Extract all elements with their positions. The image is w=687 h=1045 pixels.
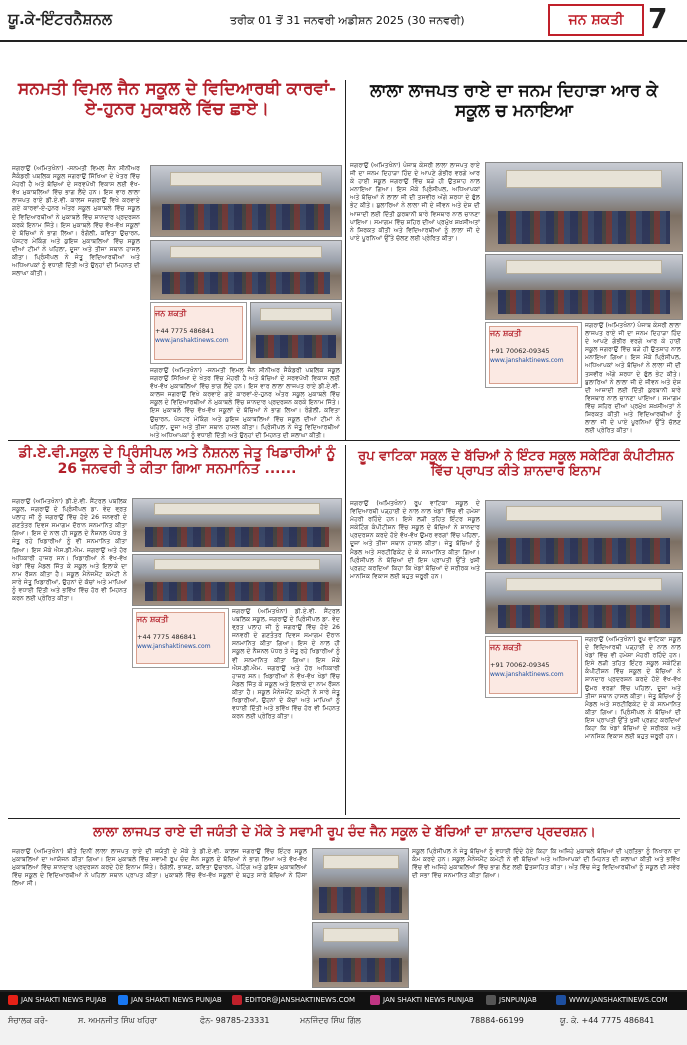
ad-website: www.janshaktinews.com bbox=[137, 643, 211, 650]
ad-logo: ਜਨ ਸ਼ਕਤੀ bbox=[490, 643, 522, 652]
article-1-photo bbox=[150, 165, 342, 237]
article-5-headline: ਲਾਲਾ ਲਾਜਪਤ ਰਾਏ ਦੀ ਜਯੰਤੀ ਦੇ ਮੌਕੇ ਤੇ ਸਵਾਮੀ ਰੂਪ ਚੰਦ ਜੈਨ ਸਕੂਲ ਦੇ ਬੱਚਿਆਂ ਦਾ ਸ਼ਾਨਦਾਰ ਪ੍ਰਦਰਸ਼ਨ। bbox=[93, 825, 596, 840]
article-2-photo bbox=[485, 162, 683, 252]
footer-link-x[interactable]: JSNPUNJAB bbox=[486, 995, 537, 1005]
page-number: 7 bbox=[648, 2, 668, 35]
x-icon bbox=[486, 995, 496, 1005]
site-name: ਯੂ.ਕੇ-ਇੰਟਰਨੈਸ਼ਨਲ bbox=[8, 10, 112, 28]
footer-phone: 78884-66199 bbox=[470, 1016, 524, 1025]
article-3-photo bbox=[132, 554, 342, 606]
article-2-headline: ਲਾਲਾ ਲਾਜਪਤ ਰਾਏ ਦਾ ਜਨਮ ਦਿਹਾੜਾ ਆਰ ਕੇ ਸਕੂਲ ਚ ਮਨਾਇਆ bbox=[370, 81, 658, 121]
article-4-photo bbox=[485, 572, 683, 634]
divider bbox=[345, 445, 346, 815]
ad-website: www.janshaktinews.com bbox=[155, 337, 229, 344]
ad-logo: ਜਨ ਸ਼ਕਤੀ bbox=[490, 329, 522, 338]
article-1-photo bbox=[150, 240, 342, 300]
ad-website: www.janshaktinews.com bbox=[490, 357, 564, 364]
ad-box bbox=[485, 322, 582, 388]
article-2-photo bbox=[485, 254, 683, 320]
ad-phone: +44 7775 486841 bbox=[155, 327, 215, 335]
article-1-body-continued: ਜਗਰਾਉਂ (ਅਮਿਤਖੰਨਾ) -ਸਨਮਤੀ ਵਿਮਲ ਜੈਨ ਸੀਨੀਅਰ ਸੈਕੰਡਰੀ ਪਬਲਿਕ ਸਕੂਲ ਜਗਰਾਉਂ ਸਿੱਖਿਆ ਦੇ ਖੇਤਰ ਵਿੱਚ ਮੋਹਰੀ ਹੈ ਅਤੇ ਬੱਚਿਆਂ ਦੇ ਸਰਵਪੱਖੀ ਵਿਕਾਸ ਲਈ ਵੱਖ-ਵੱਖ ਮੁਕਾਬਲਿਆਂ ਵਿੱਚ ਭਾਗ ਲੈਂਦੇ ਹਨ। ਇਸ ਵਾਰ ਲਾਲਾ ਲਾਜਪਤ ਰਾਏ ਡੀ.ਏ.ਵੀ. ਕਾਲਜ ਜਗਰਾਉਂ ਵਿਖੇ ਕਰਵਾਏ ਗਏ ਕਾਰਵਾਂ-ਏ-ਹੁਨਰ ਅੰਤਰ ਸਕੂਲ ਮੁਕਾਬਲੇ ਵਿੱਚ ਸਕੂਲ ਦੇ ਵਿਦਿਆਰਥੀਆਂ ਨੇ ਮੁਕਾਬਲੇ ਵਿੱਚ ਸ਼ਾਨਦਾਰ ਪ੍ਰਦਰਸ਼ਨ ਕਰਕੇ ਇਨਾਮ ਜਿੱਤੇ। ਇਸ ਮੁਕਾਬਲੇ ਵਿੱਚ ਵੱਖ-ਵੱਖ ਸਕੂਲਾਂ ਦੇ ਬੱਚਿਆਂ ਨੇ ਭਾਗ ਲਿਆ। ਰੰਗੋਲੀ, ਕਵਿਤਾ ਉਚਾਰਨ, ਪੋਸਟਰ ਮੇਕਿੰਗ ਅਤੇ ਕੁਇਜ਼ ਮੁਕਾਬਲਿਆਂ ਵਿੱਚ ਸਕੂਲ ਦੀਆਂ ਟੀਮਾਂ ਨੇ ਪਹਿਲਾ, ਦੂਜਾ ਅਤੇ ਤੀਜਾ ਸਥਾਨ ਹਾਸਲ ਕੀਤਾ। ਪ੍ਰਿੰਸੀਪਲ ਨੇ ਜੇਤੂ ਵਿਦਿਆਰਥੀਆਂ ਅਤੇ ਅਧਿਆਪਕਾਂ ਨੂੰ ਵਧਾਈ ਦਿੱਤੀ ਅਤੇ ਉਨ੍ਹਾਂ ਦੀ ਮਿਹਨਤ ਦੀ ਸ਼ਲਾਘਾ ਕੀਤੀ। bbox=[150, 367, 340, 439]
footer-link-email[interactable]: EDITOR@JANSHAKTINEWS.COM bbox=[232, 995, 355, 1005]
footer-social-bar bbox=[0, 992, 687, 1010]
article-1-body: ਜਗਰਾਉਂ (ਅਮਿਤਖੰਨਾ) -ਸਨਮਤੀ ਵਿਮਲ ਜੈਨ ਸੀਨੀਅਰ ਸੈਕੰਡਰੀ ਪਬਲਿਕ ਸਕੂਲ ਜਗਰਾਉਂ ਸਿੱਖਿਆ ਦੇ ਖੇਤਰ ਵਿੱਚ ਮੋਹਰੀ ਹੈ ਅਤੇ ਬੱਚਿਆਂ ਦੇ ਸਰਵਪੱਖੀ ਵਿਕਾਸ ਲਈ ਵੱਖ-ਵੱਖ ਮੁਕਾਬਲਿਆਂ ਵਿੱਚ ਭਾਗ ਲੈਂਦੇ ਹਨ। ਇਸ ਵਾਰ ਲਾਲਾ ਲਾਜਪਤ ਰਾਏ ਡੀ.ਏ.ਵੀ. ਕਾਲਜ ਜਗਰਾਉਂ ਵਿਖੇ ਕਰਵਾਏ ਗਏ ਕਾਰਵਾਂ-ਏ-ਹੁਨਰ ਅੰਤਰ ਸਕੂਲ ਮੁਕਾਬਲੇ ਵਿੱਚ ਸਕੂਲ ਦੇ ਵਿਦਿਆਰਥੀਆਂ ਨੇ ਮੁਕਾਬਲੇ ਵਿੱਚ ਸ਼ਾਨਦਾਰ ਪ੍ਰਦਰਸ਼ਨ ਕਰਕੇ ਇਨਾਮ ਜਿੱਤੇ। ਇਸ ਮੁਕਾਬਲੇ ਵਿੱਚ ਵੱਖ-ਵੱਖ ਸਕੂਲਾਂ ਦੇ ਬੱਚਿਆਂ ਨੇ ਭਾਗ ਲਿਆ। ਰੰਗੋਲੀ, ਕਵਿਤਾ ਉਚਾਰਨ, ਪੋਸਟਰ ਮੇਕਿੰਗ ਅਤੇ ਕੁਇਜ਼ ਮੁਕਾਬਲਿਆਂ ਵਿੱਚ ਸਕੂਲ ਦੀਆਂ ਟੀਮਾਂ ਨੇ ਪਹਿਲਾ, ਦੂਜਾ ਅਤੇ ਤੀਜਾ ਸਥਾਨ ਹਾਸਲ ਕੀਤਾ। ਪ੍ਰਿੰਸੀਪਲ ਨੇ ਜੇਤੂ ਵਿਦਿਆਰਥੀਆਂ ਅਤੇ ਅਧਿਆਪਕਾਂ ਨੂੰ ਵਧਾਈ ਦਿੱਤੀ ਅਤੇ ਉਨ੍ਹਾਂ ਦੀ ਮਿਹਨਤ ਦੀ ਸ਼ਲਾਘਾ ਕੀਤੀ। bbox=[12, 165, 140, 278]
article-1-headline: ਸਨਮਤੀ ਵਿਮਲ ਜੈਨ ਸਕੂਲ ਦੇ ਵਿਦਿਆਰਥੀ ਕਾਰਵਾਂ-ਏ-ਹੁਨਰ ਮੁਕਾਬਲੇ ਵਿੱਚ ਛਾਏ। bbox=[17, 79, 337, 119]
footer-staff: ਮਨਜਿੰਦਰ ਸਿੰਘ ਗਿੱਲ bbox=[300, 1016, 361, 1025]
article-4-body: ਜਗਰਾਉਂ (ਅਮਿਤਖੰਨਾ) ਰੂਪ ਵਾਟਿਕਾ ਸਕੂਲ ਦੇ ਵਿਦਿਆਰਥੀ ਪੜ੍ਹਾਈ ਦੇ ਨਾਲ ਨਾਲ ਖੇਡਾਂ ਵਿੱਚ ਵੀ ਹਮੇਸ਼ਾ ਮੋਹਰੀ ਰਹਿੰਦੇ ਹਨ। ਇਸੇ ਲੜੀ ਤਹਿਤ ਇੰਟਰ ਸਕੂਲ ਸਕੇਟਿੰਗ ਕੰਪੀਟੀਸ਼ਨ ਵਿੱਚ ਸਕੂਲ ਦੇ ਬੱਚਿਆਂ ਨੇ ਸ਼ਾਨਦਾਰ ਪ੍ਰਦਰਸ਼ਨ ਕਰਦੇ ਹੋਏ ਵੱਖ-ਵੱਖ ਉਮਰ ਵਰਗਾਂ ਵਿੱਚ ਪਹਿਲਾ, ਦੂਜਾ ਅਤੇ ਤੀਜਾ ਸਥਾਨ ਹਾਸਲ ਕੀਤਾ। ਜੇਤੂ ਬੱਚਿਆਂ ਨੂੰ ਮੈਡਲ ਅਤੇ ਸਰਟੀਫਿਕੇਟ ਦੇ ਕੇ ਸਨਮਾਨਿਤ ਕੀਤਾ ਗਿਆ। ਪ੍ਰਿੰਸੀਪਲ ਨੇ ਬੱਚਿਆਂ ਦੀ ਇਸ ਪ੍ਰਾਪਤੀ ਉੱਤੇ ਖੁਸ਼ੀ ਪ੍ਰਗਟ ਕਰਦਿਆਂ ਕਿਹਾ ਕਿ ਖੇਡਾਂ ਬੱਚਿਆਂ ਦੇ ਸਰੀਰਕ ਅਤੇ ਮਾਨਸਿਕ ਵਿਕਾਸ ਲਈ ਬਹੁਤ ਜ਼ਰੂਰੀ ਹਨ। bbox=[350, 500, 480, 580]
article-5-photo bbox=[312, 848, 409, 920]
footer-staff: ਸ. ਅਮਨਜੀਤ ਸਿੰਘ ਖਹਿਰਾ bbox=[78, 1016, 158, 1025]
footer-link-instagram[interactable]: JAN SHAKTI NEWS PUNJAB bbox=[370, 995, 474, 1005]
article-3-headline: ਡੀ.ਏ.ਵੀ.ਸਕੂਲ ਦੇ ਪ੍ਰਿੰਸੀਪਲ ਅਤੇ ਨੈਸ਼ਨਲ ਜੇਤੂ ਖਿਡਾਰੀਆਂ ਨੂੰ 26 ਜਨਵਰੀ ਤੇ ਕੀਤਾ ਗਿਆ ਸਨਮਾਨਿਤ ...... bbox=[18, 445, 336, 478]
article-3-body: ਜਗਰਾਉਂ (ਅਮਿਤਖੰਨਾ) ਡੀ.ਏ.ਵੀ. ਸੈਂਟਰਲ ਪਬਲਿਕ ਸਕੂਲ, ਜਗਰਾਉਂ ਦੇ ਪ੍ਰਿੰਸੀਪਲ ਡਾ. ਵੇਦ ਵ੍ਰਤ ਪਲਾਹ ਜੀ ਨੂੰ ਜਗਰਾਉਂ ਵਿੱਚ ਹੋਏ 26 ਜਨਵਰੀ ਦੇ ਗਣਤੰਤਰ ਦਿਵਸ ਸਮਾਗਮ ਦੌਰਾਨ ਸਨਮਾਨਿਤ ਕੀਤਾ ਗਿਆ। ਇਸ ਦੇ ਨਾਲ ਹੀ ਸਕੂਲ ਦੇ ਨੈਸ਼ਨਲ ਪੱਧਰ ਤੇ ਜੇਤੂ ਰਹੇ ਖਿਡਾਰੀਆਂ ਨੂੰ ਵੀ ਸਨਮਾਨਿਤ ਕੀਤਾ ਗਿਆ। ਇਸ ਮੌਕੇ ਐਸ.ਡੀ.ਐਮ. ਜਗਰਾਉਂ ਅਤੇ ਹੋਰ ਅਧਿਕਾਰੀ ਹਾਜ਼ਰ ਸਨ। ਖਿਡਾਰੀਆਂ ਨੇ ਵੱਖ-ਵੱਖ ਖੇਡਾਂ ਵਿੱਚ ਮੈਡਲ ਜਿੱਤ ਕੇ ਸਕੂਲ ਅਤੇ ਇਲਾਕੇ ਦਾ ਨਾਮ ਰੌਸ਼ਨ ਕੀਤਾ ਹੈ। ਸਕੂਲ ਮੈਨੇਜਮੈਂਟ ਕਮੇਟੀ ਨੇ ਸਾਰੇ ਜੇਤੂ ਖਿਡਾਰੀਆਂ, ਉਹਨਾਂ ਦੇ ਕੋਚਾਂ ਅਤੇ ਮਾਪਿਆਂ ਨੂੰ ਵਧਾਈ ਦਿੱਤੀ ਅਤੇ ਭਵਿੱਖ ਵਿੱਚ ਹੋਰ ਵੀ ਮਿਹਨਤ ਕਰਨ ਲਈ ਪ੍ਰੇਰਿਤ ਕੀਤਾ। bbox=[12, 498, 127, 603]
globe-icon bbox=[556, 995, 566, 1005]
masthead bbox=[0, 0, 687, 42]
article-5-photo bbox=[312, 922, 409, 988]
ad-box bbox=[485, 636, 582, 698]
instagram-icon bbox=[370, 995, 380, 1005]
article-2-body-continued: ਜਗਰਾਉਂ (ਅਮਿਤਖੰਨਾ) ਪੰਜਾਬ ਕੇਸਰੀ ਲਾਲਾ ਲਾਜਪਤ ਰਾਏ ਜੀ ਦਾ ਜਨਮ ਦਿਹਾੜਾ ਹਿੰਦ ਦੇ ਆਪਣੇ ਗੰਭੀਰ ਵਰਗੇ ਆਰ ਕੇ ਹਾਈ ਸਕੂਲ ਜਗਰਾਉਂ ਵਿੱਚ ਬੜੇ ਹੀ ਉਤਸ਼ਾਹ ਨਾਲ ਮਨਾਇਆ ਗਿਆ। ਇਸ ਮੌਕੇ ਪ੍ਰਿੰਸੀਪਲ, ਅਧਿਆਪਕਾਂ ਅਤੇ ਬੱਚਿਆਂ ਨੇ ਲਾਲਾ ਜੀ ਦੀ ਤਸਵੀਰ ਅੱਗੇ ਸ਼ਰਧਾ ਦੇ ਫੁੱਲ ਭੇਟ ਕੀਤੇ। ਬੁਲਾਰਿਆਂ ਨੇ ਲਾਲਾ ਜੀ ਦੇ ਜੀਵਨ ਅਤੇ ਦੇਸ਼ ਦੀ ਆਜ਼ਾਦੀ ਲਈ ਦਿੱਤੀ ਕੁਰਬਾਨੀ ਬਾਰੇ ਵਿਸਥਾਰ ਨਾਲ ਚਾਨਣਾ ਪਾਇਆ। ਸਮਾਗਮ ਵਿੱਚ ਸ਼ਹਿਰ ਦੀਆਂ ਪ੍ਰਮੁੱਖ ਸ਼ਖ਼ਸੀਅਤਾਂ ਨੇ ਸ਼ਿਰਕਤ ਕੀਤੀ ਅਤੇ ਵਿਦਿਆਰਥੀਆਂ ਨੂੰ ਲਾਲਾ ਜੀ ਦੇ ਪਾਏ ਪੂਰਨਿਆਂ ਉੱਤੇ ਚੱਲਣ ਲਈ ਪ੍ਰੇਰਿਤ ਕੀਤਾ। bbox=[585, 322, 681, 435]
footer-link-facebook[interactable]: JAN SHAKTI NEWS PUNJAB bbox=[118, 995, 222, 1005]
article-3-body-continued: ਜਗਰਾਉਂ (ਅਮਿਤਖੰਨਾ) ਡੀ.ਏ.ਵੀ. ਸੈਂਟਰਲ ਪਬਲਿਕ ਸਕੂਲ, ਜਗਰਾਉਂ ਦੇ ਪ੍ਰਿੰਸੀਪਲ ਡਾ. ਵੇਦ ਵ੍ਰਤ ਪਲਾਹ ਜੀ ਨੂੰ ਜਗਰਾਉਂ ਵਿੱਚ ਹੋਏ 26 ਜਨਵਰੀ ਦੇ ਗਣਤੰਤਰ ਦਿਵਸ ਸਮਾਗਮ ਦੌਰਾਨ ਸਨਮਾਨਿਤ ਕੀਤਾ ਗਿਆ। ਇਸ ਦੇ ਨਾਲ ਹੀ ਸਕੂਲ ਦੇ ਨੈਸ਼ਨਲ ਪੱਧਰ ਤੇ ਜੇਤੂ ਰਹੇ ਖਿਡਾਰੀਆਂ ਨੂੰ ਵੀ ਸਨਮਾਨਿਤ ਕੀਤਾ ਗਿਆ। ਇਸ ਮੌਕੇ ਐਸ.ਡੀ.ਐਮ. ਜਗਰਾਉਂ ਅਤੇ ਹੋਰ ਅਧਿਕਾਰੀ ਹਾਜ਼ਰ ਸਨ। ਖਿਡਾਰੀਆਂ ਨੇ ਵੱਖ-ਵੱਖ ਖੇਡਾਂ ਵਿੱਚ ਮੈਡਲ ਜਿੱਤ ਕੇ ਸਕੂਲ ਅਤੇ ਇਲਾਕੇ ਦਾ ਨਾਮ ਰੌਸ਼ਨ ਕੀਤਾ ਹੈ। ਸਕੂਲ ਮੈਨੇਜਮੈਂਟ ਕਮੇਟੀ ਨੇ ਸਾਰੇ ਜੇਤੂ ਖਿਡਾਰੀਆਂ, ਉਹਨਾਂ ਦੇ ਕੋਚਾਂ ਅਤੇ ਮਾਪਿਆਂ ਨੂੰ ਵਧਾਈ ਦਿੱਤੀ ਅਤੇ ਭਵਿੱਖ ਵਿੱਚ ਹੋਰ ਵੀ ਮਿਹਨਤ ਕਰਨ ਲਈ ਪ੍ਰੇਰਿਤ ਕੀਤਾ। bbox=[232, 608, 340, 721]
article-5-body-right: ਸਕੂਲ ਪ੍ਰਿੰਸੀਪਲ ਨੇ ਜੇਤੂ ਬੱਚਿਆਂ ਨੂੰ ਵਧਾਈ ਦਿੰਦੇ ਹੋਏ ਕਿਹਾ ਕਿ ਅਜਿਹੇ ਮੁਕਾਬਲੇ ਬੱਚਿਆਂ ਦੀ ਪ੍ਰਤਿਭਾ ਨੂੰ ਨਿਖਾਰਨ ਦਾ ਕੰਮ ਕਰਦੇ ਹਨ। ਸਕੂਲ ਮੈਨੇਜਮੈਂਟ ਕਮੇਟੀ ਨੇ ਵੀ ਬੱਚਿਆਂ ਅਤੇ ਅਧਿਆਪਕਾਂ ਦੀ ਮਿਹਨਤ ਦੀ ਸ਼ਲਾਘਾ ਕੀਤੀ ਅਤੇ ਭਵਿੱਖ ਵਿੱਚ ਵੀ ਅਜਿਹੇ ਮੁਕਾਬਲਿਆਂ ਵਿੱਚ ਭਾਗ ਲੈਣ ਲਈ ਉਤਸ਼ਾਹਿਤ ਕੀਤਾ। ਅੰਤ ਵਿੱਚ ਜੇਤੂ ਵਿਦਿਆਰਥੀਆਂ ਨੂੰ ਸਕੂਲ ਦੀ ਸਵੇਰ ਦੀ ਸਭਾ ਵਿੱਚ ਸਨਮਾਨਿਤ ਕੀਤਾ ਗਿਆ। bbox=[412, 848, 680, 880]
article-1-photo bbox=[250, 302, 342, 364]
ad-logo: ਜਨ ਸ਼ਕਤੀ bbox=[155, 309, 187, 318]
article-4-photo bbox=[485, 500, 683, 570]
newspaper-logo: ਜਨ ਸ਼ਕਤੀ bbox=[548, 4, 644, 36]
facebook-icon bbox=[118, 995, 128, 1005]
footer-link-youtube[interactable]: JAN SHAKTI NEWS PUJAB bbox=[8, 995, 106, 1005]
footer bbox=[0, 990, 687, 1045]
ad-box bbox=[132, 608, 229, 668]
ad-phone: +91 70062-09345 bbox=[490, 661, 550, 669]
article-3-photo bbox=[132, 498, 342, 552]
footer-phone: ਯੂ. ਕੇ. +44 7775 486841 bbox=[560, 1016, 655, 1025]
footer-staff: ਸੰਚਾਲਕ ਕਰੋ- bbox=[8, 1016, 48, 1025]
youtube-icon bbox=[8, 995, 18, 1005]
article-2-body: ਜਗਰਾਉਂ (ਅਮਿਤਖੰਨਾ) ਪੰਜਾਬ ਕੇਸਰੀ ਲਾਲਾ ਲਾਜਪਤ ਰਾਏ ਜੀ ਦਾ ਜਨਮ ਦਿਹਾੜਾ ਹਿੰਦ ਦੇ ਆਪਣੇ ਗੰਭੀਰ ਵਰਗੇ ਆਰ ਕੇ ਹਾਈ ਸਕੂਲ ਜਗਰਾਉਂ ਵਿੱਚ ਬੜੇ ਹੀ ਉਤਸ਼ਾਹ ਨਾਲ ਮਨਾਇਆ ਗਿਆ। ਇਸ ਮੌਕੇ ਪ੍ਰਿੰਸੀਪਲ, ਅਧਿਆਪਕਾਂ ਅਤੇ ਬੱਚਿਆਂ ਨੇ ਲਾਲਾ ਜੀ ਦੀ ਤਸਵੀਰ ਅੱਗੇ ਸ਼ਰਧਾ ਦੇ ਫੁੱਲ ਭੇਟ ਕੀਤੇ। ਬੁਲਾਰਿਆਂ ਨੇ ਲਾਲਾ ਜੀ ਦੇ ਜੀਵਨ ਅਤੇ ਦੇਸ਼ ਦੀ ਆਜ਼ਾਦੀ ਲਈ ਦਿੱਤੀ ਕੁਰਬਾਨੀ ਬਾਰੇ ਵਿਸਥਾਰ ਨਾਲ ਚਾਨਣਾ ਪਾਇਆ। ਸਮਾਗਮ ਵਿੱਚ ਸ਼ਹਿਰ ਦੀਆਂ ਪ੍ਰਮੁੱਖ ਸ਼ਖ਼ਸੀਅਤਾਂ ਨੇ ਸ਼ਿਰਕਤ ਕੀਤੀ ਅਤੇ ਵਿਦਿਆਰਥੀਆਂ ਨੂੰ ਲਾਲਾ ਜੀ ਦੇ ਪਾਏ ਪੂਰਨਿਆਂ ਉੱਤੇ ਚੱਲਣ ਲਈ ਪ੍ਰੇਰਿਤ ਕੀਤਾ। bbox=[350, 162, 480, 242]
article-5-body-left: ਜਗਰਾਉਂ (ਅਮਿਤਖੰਨਾ) ਬੀਤੇ ਦਿਨੀਂ ਲਾਲਾ ਲਾਜਪਤ ਰਾਏ ਦੀ ਜਯੰਤੀ ਦੇ ਮੌਕੇ ਤੇ ਡੀ.ਏ.ਵੀ. ਕਾਲਜ ਜਗਰਾਉਂ ਵਿੱਚ ਇੰਟਰ ਸਕੂਲ ਮੁਕਾਬਲਿਆਂ ਦਾ ਆਯੋਜਨ ਕੀਤਾ ਗਿਆ। ਇਸ ਮੁਕਾਬਲੇ ਵਿੱਚ ਸਵਾਮੀ ਰੂਪ ਚੰਦ ਜੈਨ ਸਕੂਲ ਦੇ ਬੱਚਿਆਂ ਨੇ ਭਾਗ ਲਿਆ ਅਤੇ ਵੱਖ-ਵੱਖ ਮੁਕਾਬਲਿਆਂ ਵਿੱਚ ਸ਼ਾਨਦਾਰ ਪ੍ਰਦਰਸ਼ਨ ਕਰਦੇ ਹੋਏ ਇਨਾਮ ਜਿੱਤੇ। ਰੰਗੋਲੀ, ਭਾਸ਼ਣ, ਕਵਿਤਾ ਉਚਾਰਨ, ਪੇਂਟਿੰਗ ਅਤੇ ਕੁਇਜ਼ ਮੁਕਾਬਲਿਆਂ ਵਿੱਚ ਸਕੂਲ ਦੇ ਵਿਦਿਆਰਥੀਆਂ ਨੇ ਪਹਿਲਾ ਸਥਾਨ ਪ੍ਰਾਪਤ ਕੀਤਾ। ਮੁਕਾਬਲੇ ਵਿੱਚ ਵੱਖ-ਵੱਖ ਸਕੂਲਾਂ ਦੇ ਬਹੁਤ ਸਾਰੇ ਬੱਚਿਆਂ ਨੇ ਹਿੱਸਾ ਲਿਆ ਸੀ। bbox=[12, 848, 307, 888]
divider bbox=[8, 818, 680, 819]
article-4-headline: ਰੂਪ ਵਾਟਿਕਾ ਸਕੂਲ ਦੇ ਬੱਚਿਆਂ ਨੇ ਇੰਟਰ ਸਕੂਲ ਸਕੇਟਿੰਗ ਕੰਪੀਟੀਸ਼ਨ ਵਿੱਚ ਪ੍ਰਾਪਤ ਕੀਤੇ ਸ਼ਾਨਦਾਰ ਇਨਾਮ bbox=[358, 449, 674, 479]
date-line: ਤਰੀਕ 01 ਤੋਂ 31 ਜਨਵਰੀ ਅਡੀਸ਼ਨ 2025 (30 ਜਨਵਰੀ) bbox=[230, 14, 465, 27]
ad-website: www.janshaktinews.com bbox=[490, 671, 564, 678]
ad-box bbox=[150, 302, 247, 364]
article-4-body-continued: ਜਗਰਾਉਂ (ਅਮਿਤਖੰਨਾ) ਰੂਪ ਵਾਟਿਕਾ ਸਕੂਲ ਦੇ ਵਿਦਿਆਰਥੀ ਪੜ੍ਹਾਈ ਦੇ ਨਾਲ ਨਾਲ ਖੇਡਾਂ ਵਿੱਚ ਵੀ ਹਮੇਸ਼ਾ ਮੋਹਰੀ ਰਹਿੰਦੇ ਹਨ। ਇਸੇ ਲੜੀ ਤਹਿਤ ਇੰਟਰ ਸਕੂਲ ਸਕੇਟਿੰਗ ਕੰਪੀਟੀਸ਼ਨ ਵਿੱਚ ਸਕੂਲ ਦੇ ਬੱਚਿਆਂ ਨੇ ਸ਼ਾਨਦਾਰ ਪ੍ਰਦਰਸ਼ਨ ਕਰਦੇ ਹੋਏ ਵੱਖ-ਵੱਖ ਉਮਰ ਵਰਗਾਂ ਵਿੱਚ ਪਹਿਲਾ, ਦੂਜਾ ਅਤੇ ਤੀਜਾ ਸਥਾਨ ਹਾਸਲ ਕੀਤਾ। ਜੇਤੂ ਬੱਚਿਆਂ ਨੂੰ ਮੈਡਲ ਅਤੇ ਸਰਟੀਫਿਕੇਟ ਦੇ ਕੇ ਸਨਮਾਨਿਤ ਕੀਤਾ ਗਿਆ। ਪ੍ਰਿੰਸੀਪਲ ਨੇ ਬੱਚਿਆਂ ਦੀ ਇਸ ਪ੍ਰਾਪਤੀ ਉੱਤੇ ਖੁਸ਼ੀ ਪ੍ਰਗਟ ਕਰਦਿਆਂ ਕਿਹਾ ਕਿ ਖੇਡਾਂ ਬੱਚਿਆਂ ਦੇ ਸਰੀਰਕ ਅਤੇ ਮਾਨਸਿਕ ਵਿਕਾਸ ਲਈ ਬਹੁਤ ਜ਼ਰੂਰੀ ਹਨ। bbox=[585, 636, 681, 741]
footer-phone: ਫੋਨ- 98785-23331 bbox=[200, 1016, 270, 1025]
divider bbox=[345, 80, 346, 440]
footer-link-website[interactable]: WWW.JANSHAKTINEWS.COM bbox=[556, 995, 668, 1005]
divider bbox=[8, 440, 680, 441]
ad-logo: ਜਨ ਸ਼ਕਤੀ bbox=[137, 615, 169, 624]
ad-phone: +44 7775 486841 bbox=[137, 633, 197, 641]
email-icon bbox=[232, 995, 242, 1005]
ad-phone: +91 70062-09345 bbox=[490, 347, 550, 355]
